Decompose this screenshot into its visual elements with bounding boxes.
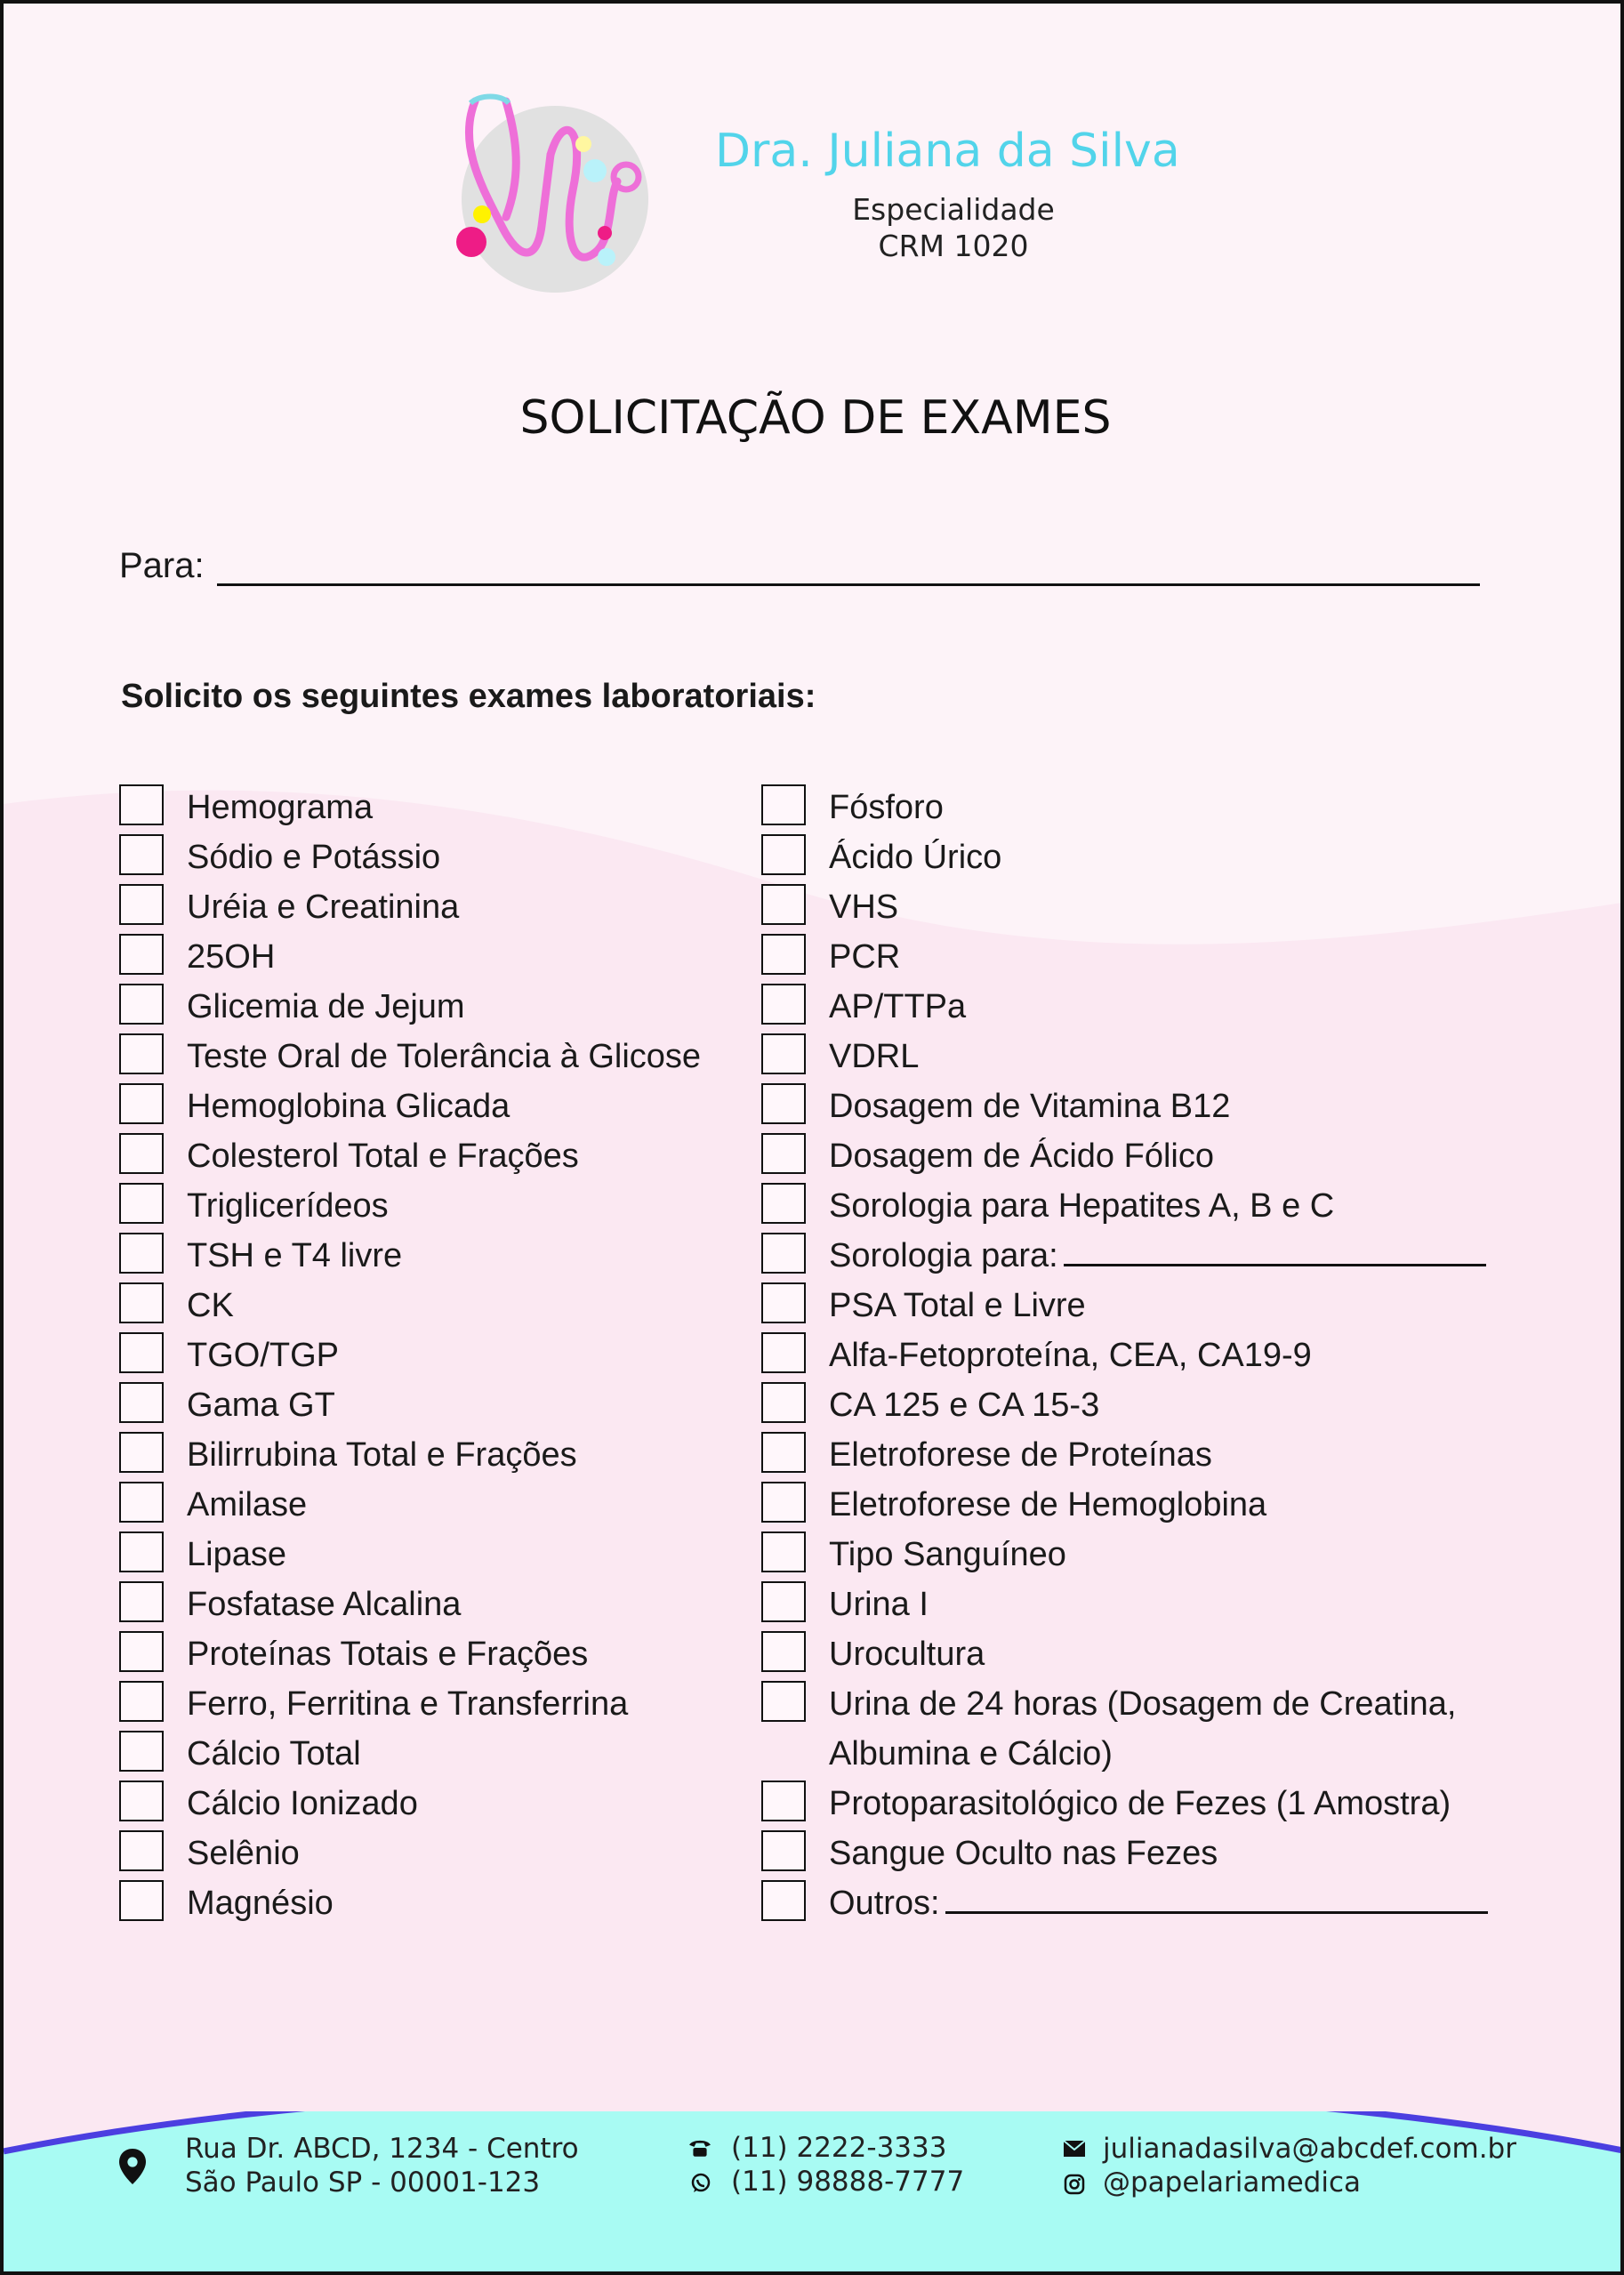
exam-label: Sangue Oculto nas Fezes bbox=[829, 1835, 1218, 1872]
exam-label: Eletroforese de Proteínas bbox=[829, 1436, 1212, 1474]
exam-checkbox[interactable] bbox=[761, 1233, 806, 1274]
exam-item bbox=[119, 1530, 751, 1580]
exam-label: AP/TTPa bbox=[829, 988, 967, 1025]
exam-label: Amilase bbox=[187, 1486, 308, 1523]
exam-item bbox=[119, 1580, 751, 1629]
exam-label: Sorologia para: bbox=[829, 1237, 1058, 1274]
exam-item bbox=[761, 1181, 1517, 1231]
exam-checkbox[interactable] bbox=[119, 1083, 164, 1124]
exam-label: Sódio e Potássio bbox=[187, 839, 441, 876]
exam-label: PSA Total e Livre bbox=[829, 1287, 1086, 1324]
exam-item bbox=[761, 1081, 1517, 1131]
exam-checkbox[interactable] bbox=[761, 1033, 806, 1074]
footer bbox=[4, 2111, 1624, 2275]
exam-item bbox=[119, 1380, 751, 1430]
exam-checkbox[interactable] bbox=[119, 884, 164, 925]
exam-label: Sorologia para Hepatites A, B e C bbox=[829, 1187, 1335, 1225]
exam-label: TGO/TGP bbox=[187, 1337, 339, 1374]
exam-item bbox=[761, 1878, 1517, 1928]
exam-checkbox[interactable] bbox=[761, 1482, 806, 1523]
doctor-specialty: Especialidade bbox=[852, 192, 1055, 227]
exam-label: Urina de 24 horas (Dosagem de Creatina, Albumina e Cálcio) bbox=[829, 1685, 1457, 1773]
exam-item bbox=[761, 1679, 1517, 1779]
exam-checkbox[interactable] bbox=[761, 1631, 806, 1672]
exam-item bbox=[761, 1330, 1517, 1380]
exam-label: Urocultura bbox=[829, 1636, 985, 1673]
exam-label: Eletroforese de Hemoglobina bbox=[829, 1486, 1267, 1523]
exams-subtitle: Solicito os seguintes exames laboratoriais: bbox=[121, 678, 816, 715]
exam-label: Protoparasitológico de Fezes (1 Amostra) bbox=[829, 1785, 1451, 1822]
exam-checkbox[interactable] bbox=[761, 984, 806, 1025]
exam-item bbox=[119, 832, 751, 882]
exam-checkbox[interactable] bbox=[761, 1332, 806, 1373]
exam-item bbox=[761, 932, 1517, 982]
exam-label: TSH e T4 livre bbox=[187, 1237, 403, 1274]
exam-item bbox=[119, 1231, 751, 1281]
exam-label: Cálcio Total bbox=[187, 1735, 361, 1773]
exam-item bbox=[119, 1878, 751, 1928]
exam-label: CK bbox=[187, 1287, 234, 1324]
exam-label: Dosagem de Ácido Fólico bbox=[829, 1138, 1214, 1175]
exam-item bbox=[119, 1729, 751, 1779]
exam-checkbox[interactable] bbox=[119, 1830, 164, 1871]
document-title: SOLICITAÇÃO DE EXAMES bbox=[519, 391, 1112, 445]
exam-item bbox=[119, 1081, 751, 1131]
exam-item bbox=[119, 1430, 751, 1480]
exam-item bbox=[119, 1281, 751, 1330]
exam-item bbox=[119, 1679, 751, 1729]
exam-label: Ácido Úrico bbox=[829, 839, 1002, 876]
stethoscope-logo-icon bbox=[439, 92, 671, 306]
exam-checkbox[interactable] bbox=[119, 1233, 164, 1274]
exam-checkbox[interactable] bbox=[119, 1781, 164, 1821]
exam-label: Ferro, Ferritina e Transferrina bbox=[187, 1685, 629, 1723]
exam-item bbox=[119, 1629, 751, 1679]
exam-label: Colesterol Total e Frações bbox=[187, 1138, 579, 1175]
exam-label: Bilirrubina Total e Frações bbox=[187, 1436, 577, 1474]
doctor-name: Dra. Juliana da Silva bbox=[715, 125, 1180, 178]
exam-item bbox=[761, 1430, 1517, 1480]
exam-label: Fósforo bbox=[829, 789, 944, 826]
instagram-handle: @papelariamedica bbox=[1103, 2166, 1361, 2199]
exam-item bbox=[761, 1530, 1517, 1580]
exam-checkbox[interactable] bbox=[761, 1133, 806, 1174]
exam-label: Outros: bbox=[829, 1885, 940, 1922]
exam-checkbox[interactable] bbox=[119, 1482, 164, 1523]
exam-item bbox=[119, 882, 751, 932]
exam-item bbox=[119, 1829, 751, 1878]
exam-label: Glicemia de Jejum bbox=[187, 988, 465, 1025]
exam-label: 25OH bbox=[187, 938, 276, 976]
exam-checkbox[interactable] bbox=[119, 1183, 164, 1224]
exam-label: Hemoglobina Glicada bbox=[187, 1088, 511, 1125]
instagram-icon bbox=[1064, 2174, 1085, 2195]
exam-checkbox[interactable] bbox=[119, 834, 164, 875]
exam-label: Triglicerídeos bbox=[187, 1187, 389, 1225]
exam-item bbox=[761, 1580, 1517, 1629]
exam-list-right bbox=[761, 783, 1517, 1928]
exam-item bbox=[119, 1330, 751, 1380]
exam-label: Lipase bbox=[187, 1536, 286, 1573]
exam-item bbox=[761, 1629, 1517, 1679]
exam-label: Selênio bbox=[187, 1835, 300, 1872]
exam-item bbox=[119, 1480, 751, 1530]
exam-item bbox=[119, 1131, 751, 1181]
exam-label: Proteínas Totais e Frações bbox=[187, 1636, 589, 1673]
exam-label: Tipo Sanguíneo bbox=[829, 1536, 1066, 1573]
exam-checkbox[interactable] bbox=[119, 1282, 164, 1323]
serology-input-line[interactable] bbox=[1064, 1234, 1486, 1266]
exam-item bbox=[119, 932, 751, 982]
exam-label: Gama GT bbox=[187, 1387, 335, 1424]
exam-checkbox[interactable] bbox=[119, 1382, 164, 1423]
exam-checkbox[interactable] bbox=[761, 1880, 806, 1921]
exam-checkbox[interactable] bbox=[119, 1731, 164, 1772]
exam-checkbox[interactable] bbox=[761, 1183, 806, 1224]
exam-checkbox[interactable] bbox=[119, 1531, 164, 1572]
exam-label: Cálcio Ionizado bbox=[187, 1785, 418, 1822]
exam-label: Fosfatase Alcalina bbox=[187, 1586, 462, 1623]
whatsapp-number: (11) 98888-7777 bbox=[731, 2166, 965, 2198]
exam-item bbox=[119, 1032, 751, 1081]
exam-item bbox=[761, 1480, 1517, 1530]
exam-checkbox[interactable] bbox=[761, 1581, 806, 1622]
recipient-input-line[interactable] bbox=[217, 583, 1480, 586]
whatsapp-icon bbox=[690, 2173, 712, 2194]
exam-checkbox[interactable] bbox=[119, 784, 164, 825]
address-line-1: Rua Dr. ABCD, 1234 - Centro bbox=[185, 2133, 579, 2165]
exam-checkbox[interactable] bbox=[119, 1133, 164, 1174]
exam-item bbox=[761, 882, 1517, 932]
exam-checkbox[interactable] bbox=[761, 784, 806, 825]
exam-label: VDRL bbox=[829, 1038, 920, 1075]
exam-checkbox[interactable] bbox=[119, 984, 164, 1025]
exam-item bbox=[119, 783, 751, 832]
exam-item bbox=[761, 1380, 1517, 1430]
exam-item bbox=[761, 1281, 1517, 1330]
exam-checkbox[interactable] bbox=[761, 1083, 806, 1124]
exam-checkbox[interactable] bbox=[761, 1382, 806, 1423]
exam-label: Dosagem de Vitamina B12 bbox=[829, 1088, 1231, 1125]
exam-checkbox[interactable] bbox=[761, 1830, 806, 1871]
phone-icon bbox=[688, 2138, 712, 2158]
doctor-crm: CRM 1020 bbox=[878, 229, 1029, 263]
exam-checkbox[interactable] bbox=[761, 1531, 806, 1572]
exam-item bbox=[119, 1181, 751, 1231]
exam-label: Teste Oral de Tolerância à Glicose bbox=[187, 1038, 702, 1075]
exam-checkbox[interactable] bbox=[761, 1681, 806, 1722]
address-line-2: São Paulo SP - 00001-123 bbox=[185, 2166, 541, 2199]
exam-checkbox[interactable] bbox=[119, 934, 164, 975]
exam-checkbox[interactable] bbox=[761, 1282, 806, 1323]
exam-checkbox[interactable] bbox=[119, 1631, 164, 1672]
exam-label: Alfa-Fetoproteína, CEA, CA19-9 bbox=[829, 1337, 1312, 1374]
exam-label: VHS bbox=[829, 888, 899, 926]
exam-checkbox[interactable] bbox=[119, 1581, 164, 1622]
email-address: julianadasilva@abcdef.com.br bbox=[1103, 2133, 1516, 2165]
exam-item bbox=[119, 1779, 751, 1829]
exam-checkbox[interactable] bbox=[119, 1033, 164, 1074]
exam-checkbox[interactable] bbox=[119, 1332, 164, 1373]
exam-checkbox[interactable] bbox=[761, 1432, 806, 1473]
location-pin-icon bbox=[119, 2148, 146, 2185]
exam-label: Uréia e Creatinina bbox=[187, 888, 460, 926]
recipient-label: Para: bbox=[119, 546, 205, 585]
exam-list-left bbox=[119, 783, 751, 1928]
email-icon bbox=[1064, 2141, 1085, 2157]
exam-label: Urina I bbox=[829, 1586, 929, 1623]
exam-checkbox[interactable] bbox=[761, 934, 806, 975]
exam-checkbox[interactable] bbox=[119, 1681, 164, 1722]
exam-item bbox=[761, 1231, 1517, 1281]
exam-item bbox=[761, 1829, 1517, 1878]
exam-checkbox[interactable] bbox=[761, 884, 806, 925]
exam-checkbox[interactable] bbox=[761, 834, 806, 875]
others-input-line[interactable] bbox=[945, 1881, 1488, 1914]
exam-label: PCR bbox=[829, 938, 901, 976]
phone-number: (11) 2222-3333 bbox=[731, 2132, 947, 2164]
exam-label: Hemograma bbox=[187, 789, 374, 826]
exam-checkbox[interactable] bbox=[761, 1781, 806, 1821]
exam-item bbox=[761, 1131, 1517, 1181]
exam-item bbox=[761, 832, 1517, 882]
exam-label: Magnésio bbox=[187, 1885, 334, 1922]
exam-item bbox=[761, 783, 1517, 832]
exam-item bbox=[761, 982, 1517, 1032]
exam-checkbox[interactable] bbox=[119, 1880, 164, 1921]
exam-item bbox=[761, 1032, 1517, 1081]
exam-item bbox=[761, 1779, 1517, 1829]
exam-checkbox[interactable] bbox=[119, 1432, 164, 1473]
exam-item bbox=[119, 982, 751, 1032]
exam-label: CA 125 e CA 15-3 bbox=[829, 1387, 1100, 1424]
